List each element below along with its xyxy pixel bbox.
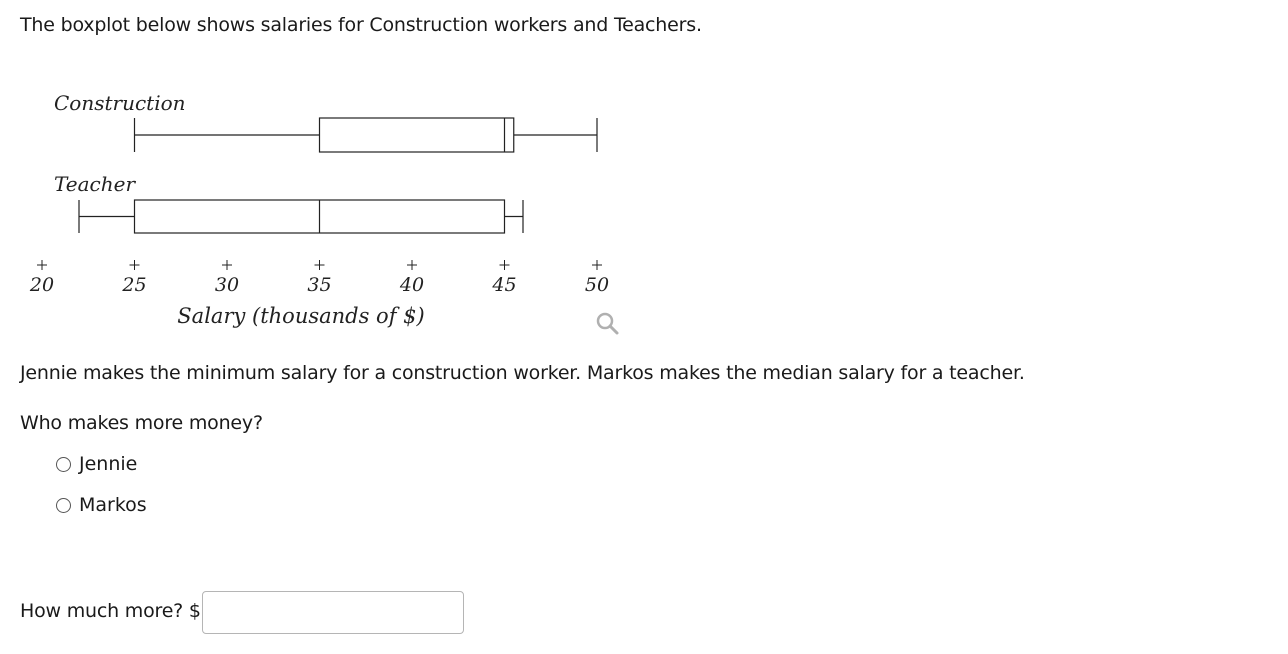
question-text: Jennie makes the minimum salary for a construction worker. Markos makes the median salary for a teacher. xyxy=(20,362,1025,384)
tick-label: 50 xyxy=(584,274,610,296)
tick-label: 45 xyxy=(492,274,517,296)
prompt-text: Who makes more money? xyxy=(20,412,263,434)
answer-input[interactable] xyxy=(202,591,464,634)
x-axis-label: Salary (thousands of $) xyxy=(177,304,425,328)
tick-label: 30 xyxy=(214,274,240,296)
series-label: Teacher xyxy=(54,172,136,196)
radio-button[interactable] xyxy=(56,457,71,472)
tick-label: 25 xyxy=(122,274,147,296)
tick-label: 40 xyxy=(399,274,425,296)
tick-label: 20 xyxy=(29,274,55,296)
tick-label: 35 xyxy=(307,274,332,296)
boxplot-chart xyxy=(0,80,660,340)
how-much-label: How much more? $ xyxy=(20,600,201,622)
box xyxy=(320,118,514,152)
radio-button[interactable] xyxy=(56,498,71,513)
magnifier-icon[interactable] xyxy=(594,310,622,338)
choice-label: Jennie xyxy=(79,453,138,475)
intro-text: The boxplot below shows salaries for Construction workers and Teachers. xyxy=(20,14,702,36)
choice-markos[interactable] xyxy=(56,494,147,516)
choice-jennie[interactable] xyxy=(56,453,137,475)
series-label: Construction xyxy=(54,91,186,115)
choice-label: Markos xyxy=(79,494,147,516)
